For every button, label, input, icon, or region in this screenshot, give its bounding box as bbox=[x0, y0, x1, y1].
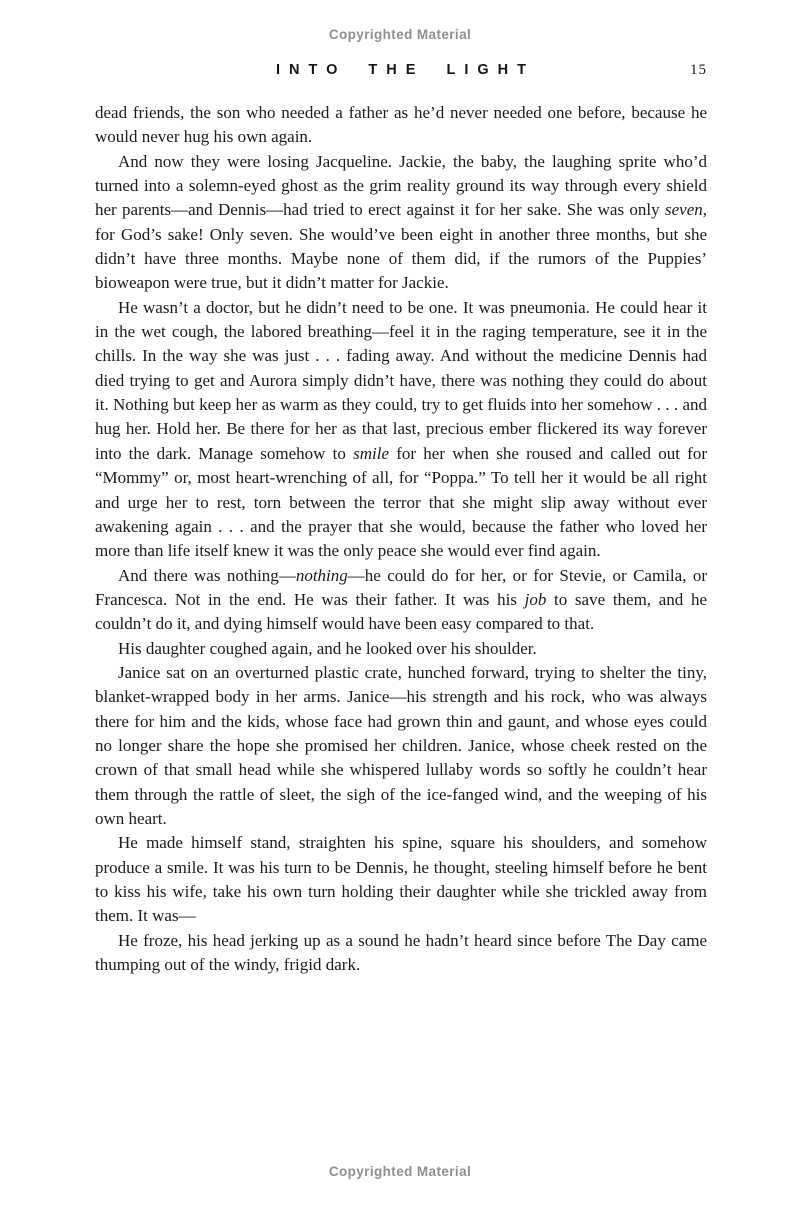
copyright-notice-top: Copyrighted Material bbox=[328, 27, 472, 42]
text-run: And now they were losing Jacqueline. Jackie, the baby, the laughing sprite who’d turned into a solemn-eyed ghost as the grim reality ground its way through every shield her parents—and Dennis—had tried to erect against it for her sake. She was only bbox=[95, 151, 707, 220]
running-head bbox=[95, 62, 707, 80]
copyright-notice-bottom: Copyrighted Material bbox=[328, 1164, 472, 1179]
paragraph bbox=[95, 637, 707, 661]
italic-text-run: job bbox=[524, 589, 547, 609]
text-run: And there was nothing— bbox=[118, 565, 296, 585]
text-run: He wasn’t a doctor, but he didn’t need to be one. It was pneumonia. He could hear it in the wet cough, the labored breathing—feel it in the raging temperature, see it in the chills. In the way she was just . . . fading away. And without the medicine Dennis had died trying to get and Aurora simply didn’t have, there was nothing they could do about it. Nothing but keep her as warm as they could, try to get fluids into her somehow . . . and hug her. Hold her. Be there for her as that last, precious ember flickered its way forever into the dark. Manage somehow to bbox=[95, 297, 707, 463]
page-number: 15 bbox=[690, 62, 707, 78]
text-run: to save them, and he couldn’t do it, and dying himself would have been easy compared to that. bbox=[95, 589, 707, 634]
paragraph bbox=[95, 101, 707, 150]
text-run: His daughter coughed again, and he looked over his shoulder. bbox=[118, 638, 537, 658]
paragraph bbox=[95, 564, 707, 637]
paragraph bbox=[95, 296, 707, 564]
text-run: He made himself stand, straighten his spine, square his shoulders, and somehow produce a smile. It was his turn to be Dennis, he thought, steeling himself before he bent to kiss his wife, take his own turn holding their daughter while she trickled away from them. It was— bbox=[95, 833, 707, 926]
text-run: for her when she roused and called out for “Mommy” or, most heart-wrenching of all, for “Poppa.” To tell her it would be all right and urge her to rest, torn between the terror that she might slip away without ever awakening again . . . and the prayer that she would, because the father who loved her more than life itself knew it was the only peace she would ever find again. bbox=[95, 443, 707, 561]
text-run: dead friends, the son who needed a father as he’d never needed one before, because he would never hug his own again. bbox=[95, 103, 707, 147]
text-run: for God’s sake! Only seven. She would’ve been eight in another three months, but she didn’t have three months. Maybe none of them did, if the rumors of the Puppies’ bioweapon were true, but it didn’t matter for Jackie. bbox=[95, 224, 707, 293]
italic-text-run: nothing bbox=[295, 565, 348, 585]
paragraph bbox=[95, 929, 707, 978]
paragraph bbox=[95, 150, 707, 296]
text-run: —he could do for her, or for Stevie, or Camila, or Francesca. Not in the end. He was their father. It was his bbox=[95, 565, 707, 609]
body-text bbox=[95, 101, 707, 977]
paragraph bbox=[95, 831, 707, 928]
text-run: Janice sat on an overturned plastic crate, hunched forward, trying to shelter the tiny, blanket-wrapped body in her arms. Janice—his strength and his rock, who was always there for him and the kids, whose face had grown thin and gaunt, and whose eyes could no longer share the hope she promised her children. Janice, whose cheek rested on the crown of that small head while she whispered lullaby words so softly he couldn’t hear them through the rattle of sleet, the sigh of the ice-fanged wind, and the weeping of his own heart. bbox=[95, 662, 707, 828]
italic-text-run: seven, bbox=[664, 200, 707, 220]
text-run: He froze, his head jerking up as a sound he hadn’t heard since before The Day came thumping out of the windy, frigid dark. bbox=[95, 930, 707, 975]
running-title: INTO THE LIGHT bbox=[276, 62, 535, 78]
paragraph bbox=[95, 661, 707, 831]
italic-text-run: smile bbox=[353, 443, 390, 463]
